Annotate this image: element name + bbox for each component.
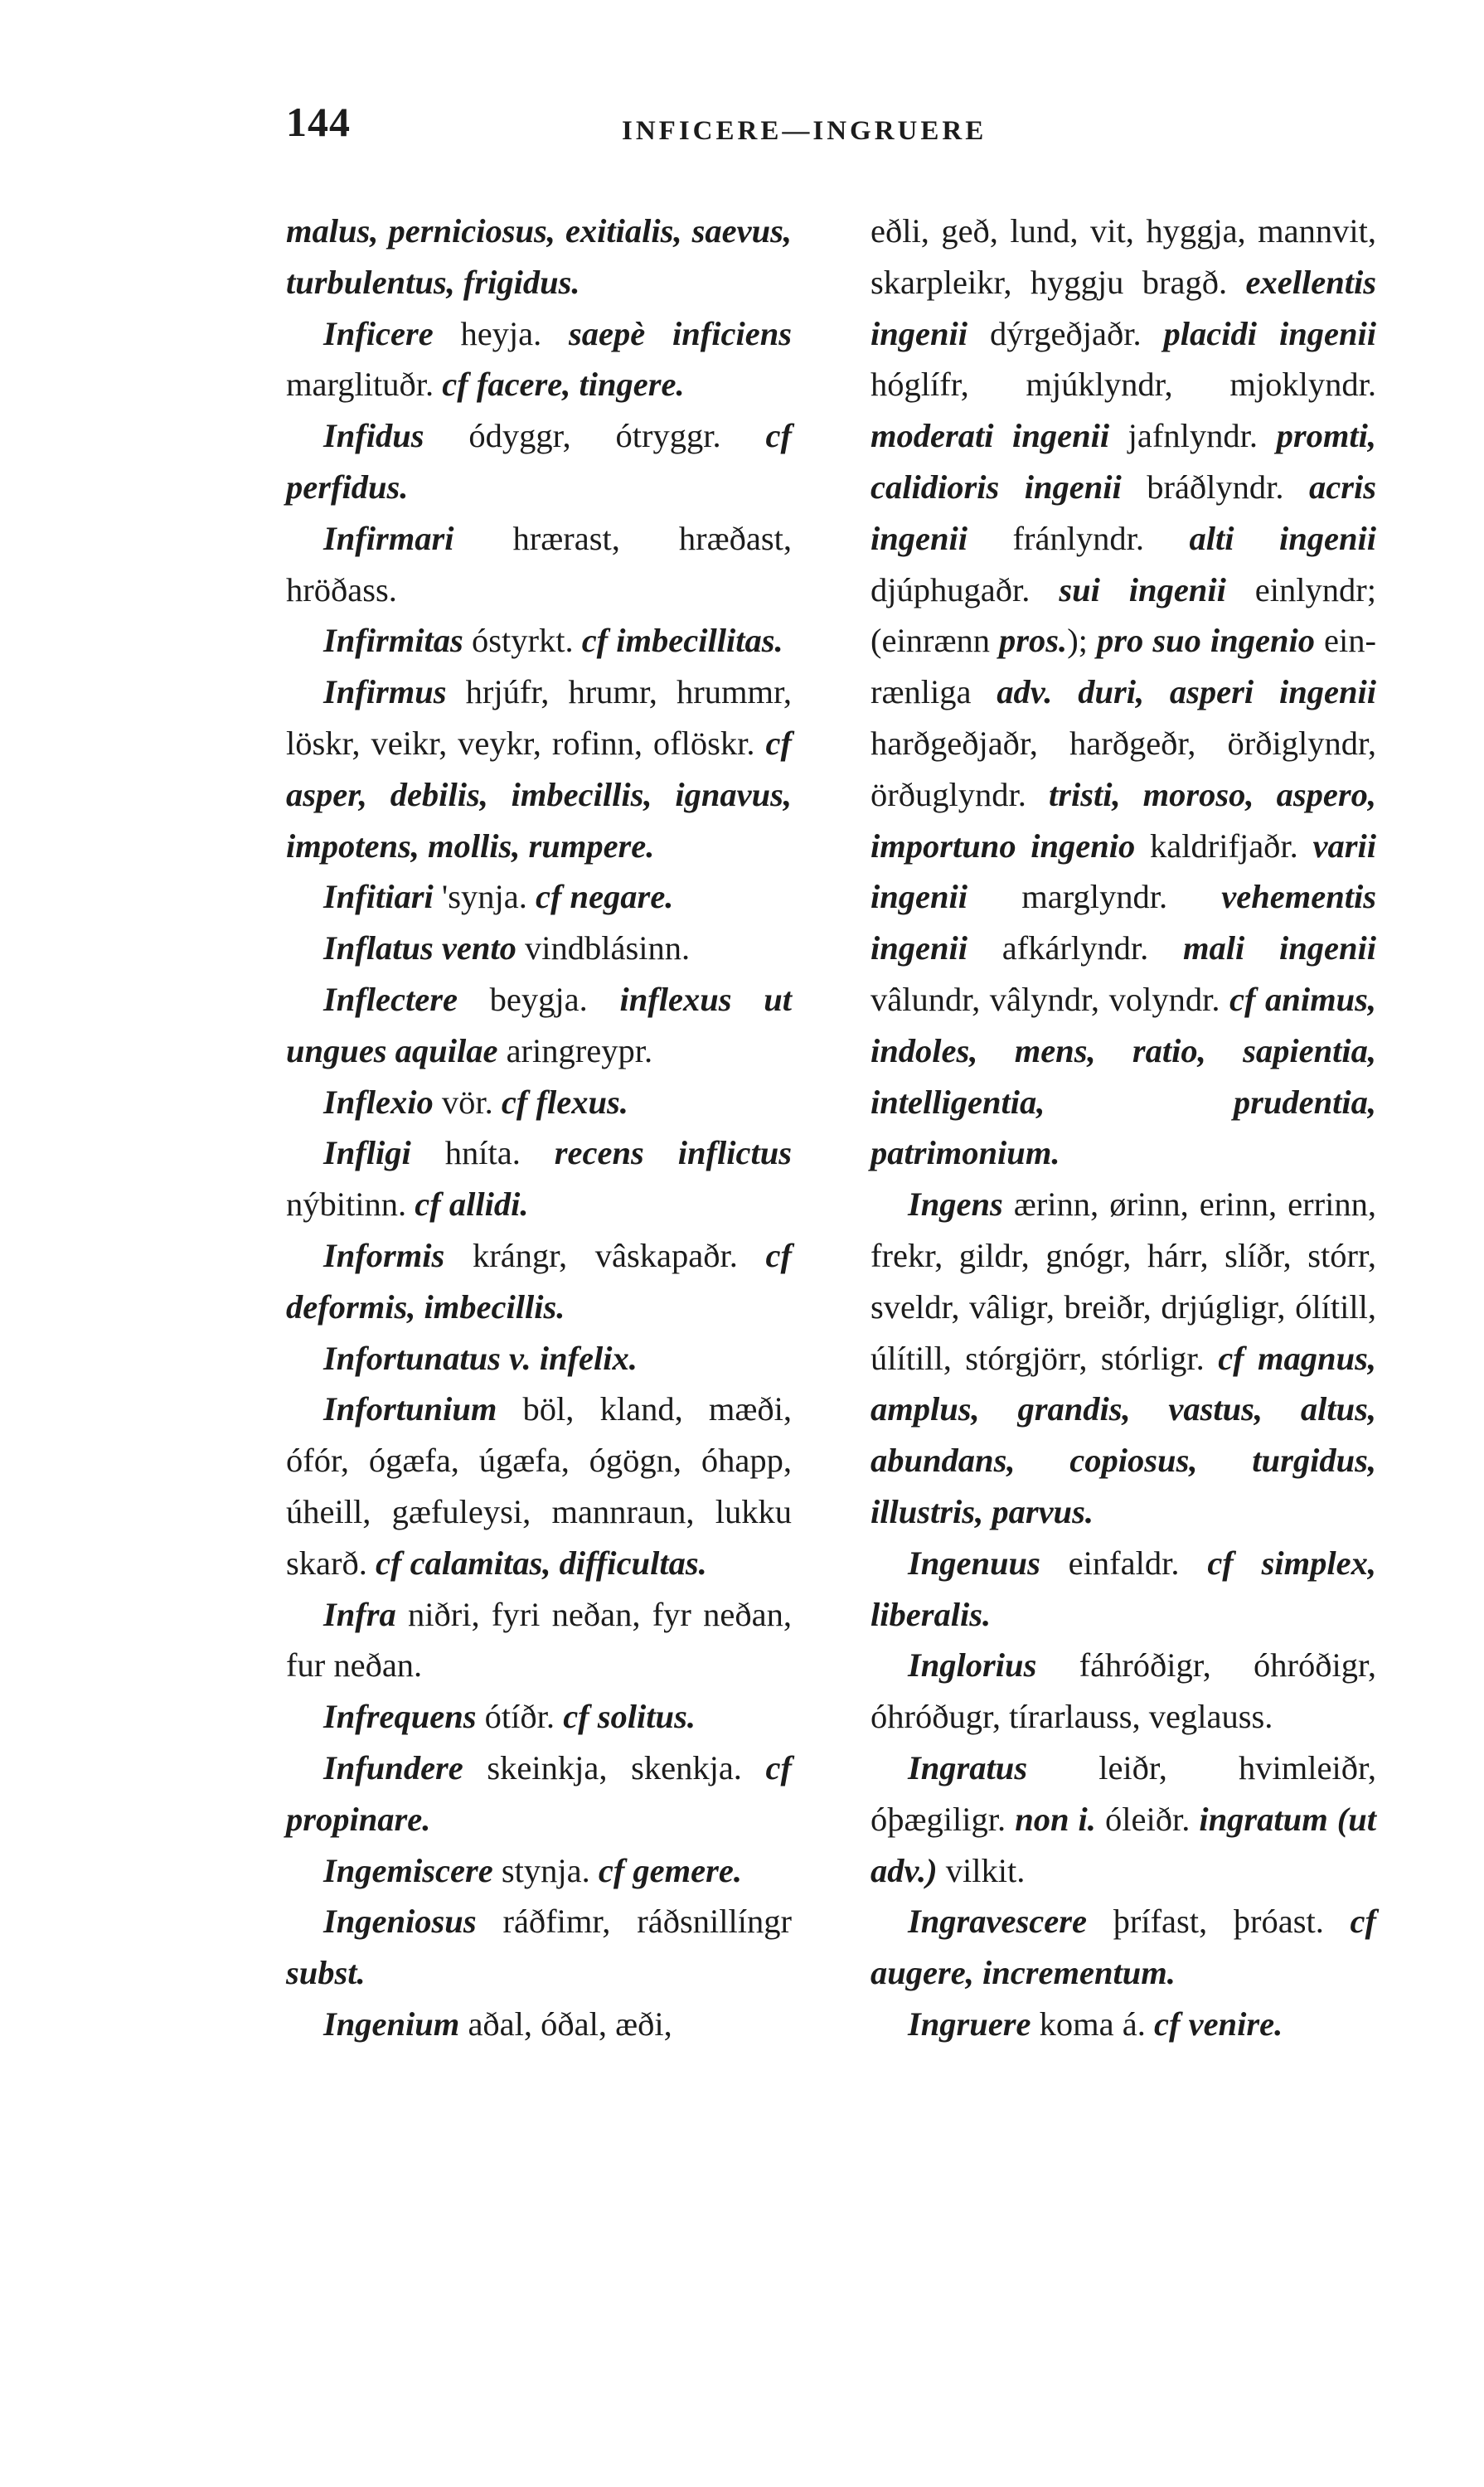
dictionary-entry	[286, 1230, 792, 1333]
latin-text: cf propinare.	[286, 1748, 792, 1838]
icelandic-text: einrænliga	[871, 622, 1376, 711]
icelandic-text: 'synja.	[433, 878, 536, 916]
icelandic-text: leiðr, hvimleiðr, óþægiligr.	[871, 1748, 1376, 1838]
latin-text: subst.	[286, 1954, 366, 1992]
latin-text: Ingenuus	[908, 1544, 1040, 1582]
dictionary-entry	[871, 1896, 1376, 1999]
dictionary-entry	[286, 1077, 792, 1128]
latin-text: Inflatus vento	[323, 929, 516, 967]
latin-text: Infundere	[323, 1748, 463, 1786]
latin-text: Infrequens	[323, 1698, 477, 1736]
latin-text: Infitiari	[323, 878, 434, 916]
icelandic-text: krángr, vâskapaðr.	[444, 1236, 766, 1274]
dictionary-entry	[871, 1999, 1376, 2050]
latin-text: Infirmitas	[323, 622, 463, 660]
icelandic-text: fáhróðigr, óhróðigr, óhróðugr, tírarlauss, veglauss.	[871, 1646, 1376, 1736]
latin-text: Ingruere	[908, 2005, 1031, 2043]
dictionary-entry	[286, 1691, 792, 1743]
latin-text: cf calamitas, difficultas.	[375, 1544, 707, 1582]
latin-text: cf gemere.	[598, 1851, 742, 1889]
icelandic-text: skeinkja, skenkja.	[463, 1748, 766, 1786]
icelandic-text: óleiðr.	[1095, 1800, 1200, 1838]
icelandic-text: niðri, fyri neðan, fyr neðan, fur neðan.	[286, 1595, 792, 1685]
latin-text: varii ingenii	[871, 827, 1376, 916]
dictionary-entry	[871, 1538, 1376, 1641]
latin-text: cf venire.	[1154, 2005, 1283, 2043]
latin-text: cf imbecillitas.	[581, 622, 783, 660]
latin-text: cf allidi.	[415, 1185, 529, 1224]
latin-text: vehementis ingenii	[871, 878, 1376, 967]
dictionary-entry	[286, 1127, 792, 1230]
latin-text: non i.	[1015, 1800, 1096, 1838]
latin-text: Infra	[323, 1595, 396, 1633]
dictionary-entry	[286, 308, 792, 411]
latin-text: adv. duri, asperi ingenii	[997, 673, 1377, 711]
icelandic-text: bráðlyndr.	[1121, 468, 1309, 506]
dictionary-entry	[286, 206, 792, 308]
latin-text: cf flexus.	[501, 1083, 628, 1121]
icelandic-text: marglituðr.	[286, 366, 443, 404]
icelandic-text: hóglífr, mjúklyndr, mjoklyndr.	[871, 366, 1376, 404]
latin-text: moderati ingenii	[871, 417, 1110, 455]
icelandic-text: vindblásinn.	[516, 929, 691, 967]
latin-text: alti ingenii	[1189, 519, 1376, 557]
icelandic-text: ráðfimr, ráðsnillíngr	[476, 1903, 792, 1941]
latin-text: Infirmari	[323, 519, 454, 557]
icelandic-text: koma á.	[1031, 2005, 1155, 2043]
latin-text: Inflectere	[323, 980, 458, 1018]
icelandic-text: vör.	[433, 1083, 502, 1121]
latin-text: saepè inficiens	[569, 314, 792, 352]
latin-text: promti, calidioris ingenii	[871, 417, 1376, 506]
icelandic-text: vilkit.	[937, 1851, 1026, 1889]
latin-text: cf deformis, imbecillis.	[286, 1236, 792, 1326]
latin-text: Ingemiscere	[323, 1851, 493, 1889]
icelandic-text: þrífast, þróast.	[1086, 1903, 1351, 1941]
dictionary-entry	[286, 1896, 792, 1999]
latin-text: mali ingenii	[1183, 929, 1376, 967]
icelandic-text: heyja.	[433, 314, 570, 352]
latin-text: Infirmus	[323, 673, 447, 711]
dictionary-entry	[871, 1179, 1376, 1538]
icelandic-text: óstyrkt.	[463, 622, 582, 660]
icelandic-text: ærinn, ørinn, erinn, errinn, frekr, gildr, gnógr, hárr, slíðr, stórr, sveldr, vâligr, breiðr, drjúgligr, ólítill, úlítill, stórgjörr, stórligr.	[871, 1185, 1376, 1377]
icelandic-text: einfaldr.	[1040, 1544, 1208, 1582]
latin-text: Infortunatus v. infelix.	[323, 1339, 638, 1377]
dictionary-entry	[286, 1999, 792, 2050]
dictionary-entry	[286, 923, 792, 974]
latin-text: Inglorius	[908, 1646, 1037, 1685]
latin-text: malus, perniciosus, exitialis, saevus, turbulentus, frigidus.	[286, 212, 792, 301]
latin-text: cf magnus, amplus, grandis, vastus, altus, abundans, copiosus, turgidus, illustris, parvus.	[871, 1339, 1376, 1530]
latin-text: Ingenium	[323, 2005, 460, 2043]
dictionary-entry	[871, 1640, 1376, 1743]
dictionary-entry	[286, 410, 792, 513]
latin-text: Infortunium	[323, 1390, 497, 1428]
icelandic-text: dýrgeðjaðr.	[968, 314, 1164, 352]
latin-text: Ingravescere	[908, 1903, 1087, 1941]
latin-text: placidi ingenii	[1163, 314, 1376, 352]
latin-text: Inficere	[323, 314, 434, 352]
latin-text: sui ingenii	[1059, 570, 1226, 608]
icelandic-text: marglyndr.	[968, 878, 1222, 916]
icelandic-text: vâlundr, vâlyndr, volyndr.	[871, 980, 1230, 1018]
latin-text: cf simplex, liberalis.	[871, 1544, 1376, 1633]
icelandic-text: hrjúfr, hrumr, hrummr, löskr, veikr, veykr, rofinn, oflöskr.	[286, 673, 792, 762]
latin-text: Inflexio	[323, 1083, 434, 1121]
dictionary-entry	[286, 1333, 792, 1384]
dictionary-entry	[871, 1743, 1376, 1896]
latin-text: tristi, moroso, aspero, importuno ingenio	[871, 775, 1376, 865]
left-column	[286, 206, 792, 2050]
right-column	[871, 206, 1376, 2050]
icelandic-text: kaldrifjaðr.	[1135, 827, 1313, 865]
latin-text: ingratum (ut adv.)	[871, 1800, 1376, 1889]
icelandic-text: stynja.	[492, 1851, 599, 1889]
dictionary-entry	[286, 1384, 792, 1588]
dictionary-entry	[286, 1743, 792, 1845]
dictionary-entry	[286, 1845, 792, 1897]
icelandic-text: einlyndr; (einrænn	[871, 570, 1376, 660]
latin-text: cf augere, incrementum.	[871, 1903, 1376, 1992]
icelandic-text: nýbitinn.	[286, 1185, 415, 1224]
icelandic-text: beygja.	[457, 980, 620, 1018]
icelandic-text: aringreypr.	[497, 1031, 653, 1069]
latin-text: Infligi	[323, 1134, 411, 1172]
icelandic-text: fránlyndr.	[968, 519, 1190, 557]
icelandic-text: djúphugaðr.	[871, 570, 1060, 608]
icelandic-text: );	[1067, 622, 1097, 660]
icelandic-text: aðal, óðal, æði,	[459, 2005, 672, 2043]
dictionary-entry	[286, 667, 792, 871]
latin-text: Infidus	[323, 417, 424, 455]
latin-text: cf facere, tingere.	[442, 366, 685, 404]
dictionary-entry	[286, 1589, 792, 1692]
dictionary-entry	[286, 974, 792, 1077]
latin-text: cf negare.	[535, 878, 674, 916]
latin-text: exellentis ingenii	[871, 263, 1376, 352]
latin-text: Ingratus	[908, 1748, 1028, 1786]
icelandic-text: jafnlyndr.	[1109, 417, 1277, 455]
latin-text: Ingeniosus	[323, 1903, 477, 1941]
page-number: 144	[286, 99, 351, 145]
latin-text: Ingens	[908, 1185, 1003, 1224]
running-head: INFICERE—INGRUERE	[622, 116, 987, 146]
latin-text: inflexus ut ungues aquilae	[286, 980, 792, 1069]
icelandic-text: eðli, geð, lund, vit, hyggja, mannvit, skarpleikr, hyggju bragð.	[871, 212, 1376, 301]
icelandic-text: harðgeðjaðr, harðgeðr, örðiglyndr, örðuglyndr.	[871, 724, 1376, 813]
latin-text: cf asper, debilis, imbecillis, ignavus, impotens, mollis, rumpere.	[286, 724, 792, 865]
latin-text: pros.	[999, 622, 1068, 660]
dictionary-entry	[286, 615, 792, 667]
latin-text: cf animus, indoles, mens, ratio, sapientia, intelligentia, prudentia, patrimonium.	[871, 980, 1376, 1172]
latin-text: acris ingenii	[871, 468, 1376, 557]
icelandic-text: hrærast, hræðast, hröðass.	[286, 519, 792, 608]
latin-text: cf solitus.	[563, 1698, 696, 1736]
icelandic-text: böl, kland, mæði, ófór, ógæfa, úgæfa, ógögn, óhapp, úheill, gæfuleysi, mannraun, lukku skarð.	[286, 1390, 792, 1582]
latin-text: recens inflictus	[554, 1134, 792, 1172]
dictionary-entry	[871, 206, 1376, 1179]
icelandic-text: ódyggr, ótryggr.	[424, 417, 766, 455]
dictionary-entry	[286, 871, 792, 923]
latin-text: Informis	[323, 1236, 445, 1274]
icelandic-text: hníta.	[410, 1134, 555, 1172]
latin-text: cf perfidus.	[286, 417, 792, 506]
dictionary-entry	[286, 513, 792, 616]
latin-text: pro suo ingenio	[1097, 622, 1315, 660]
icelandic-text: ótíðr.	[476, 1698, 564, 1736]
icelandic-text: afkárlyndr.	[968, 929, 1183, 967]
